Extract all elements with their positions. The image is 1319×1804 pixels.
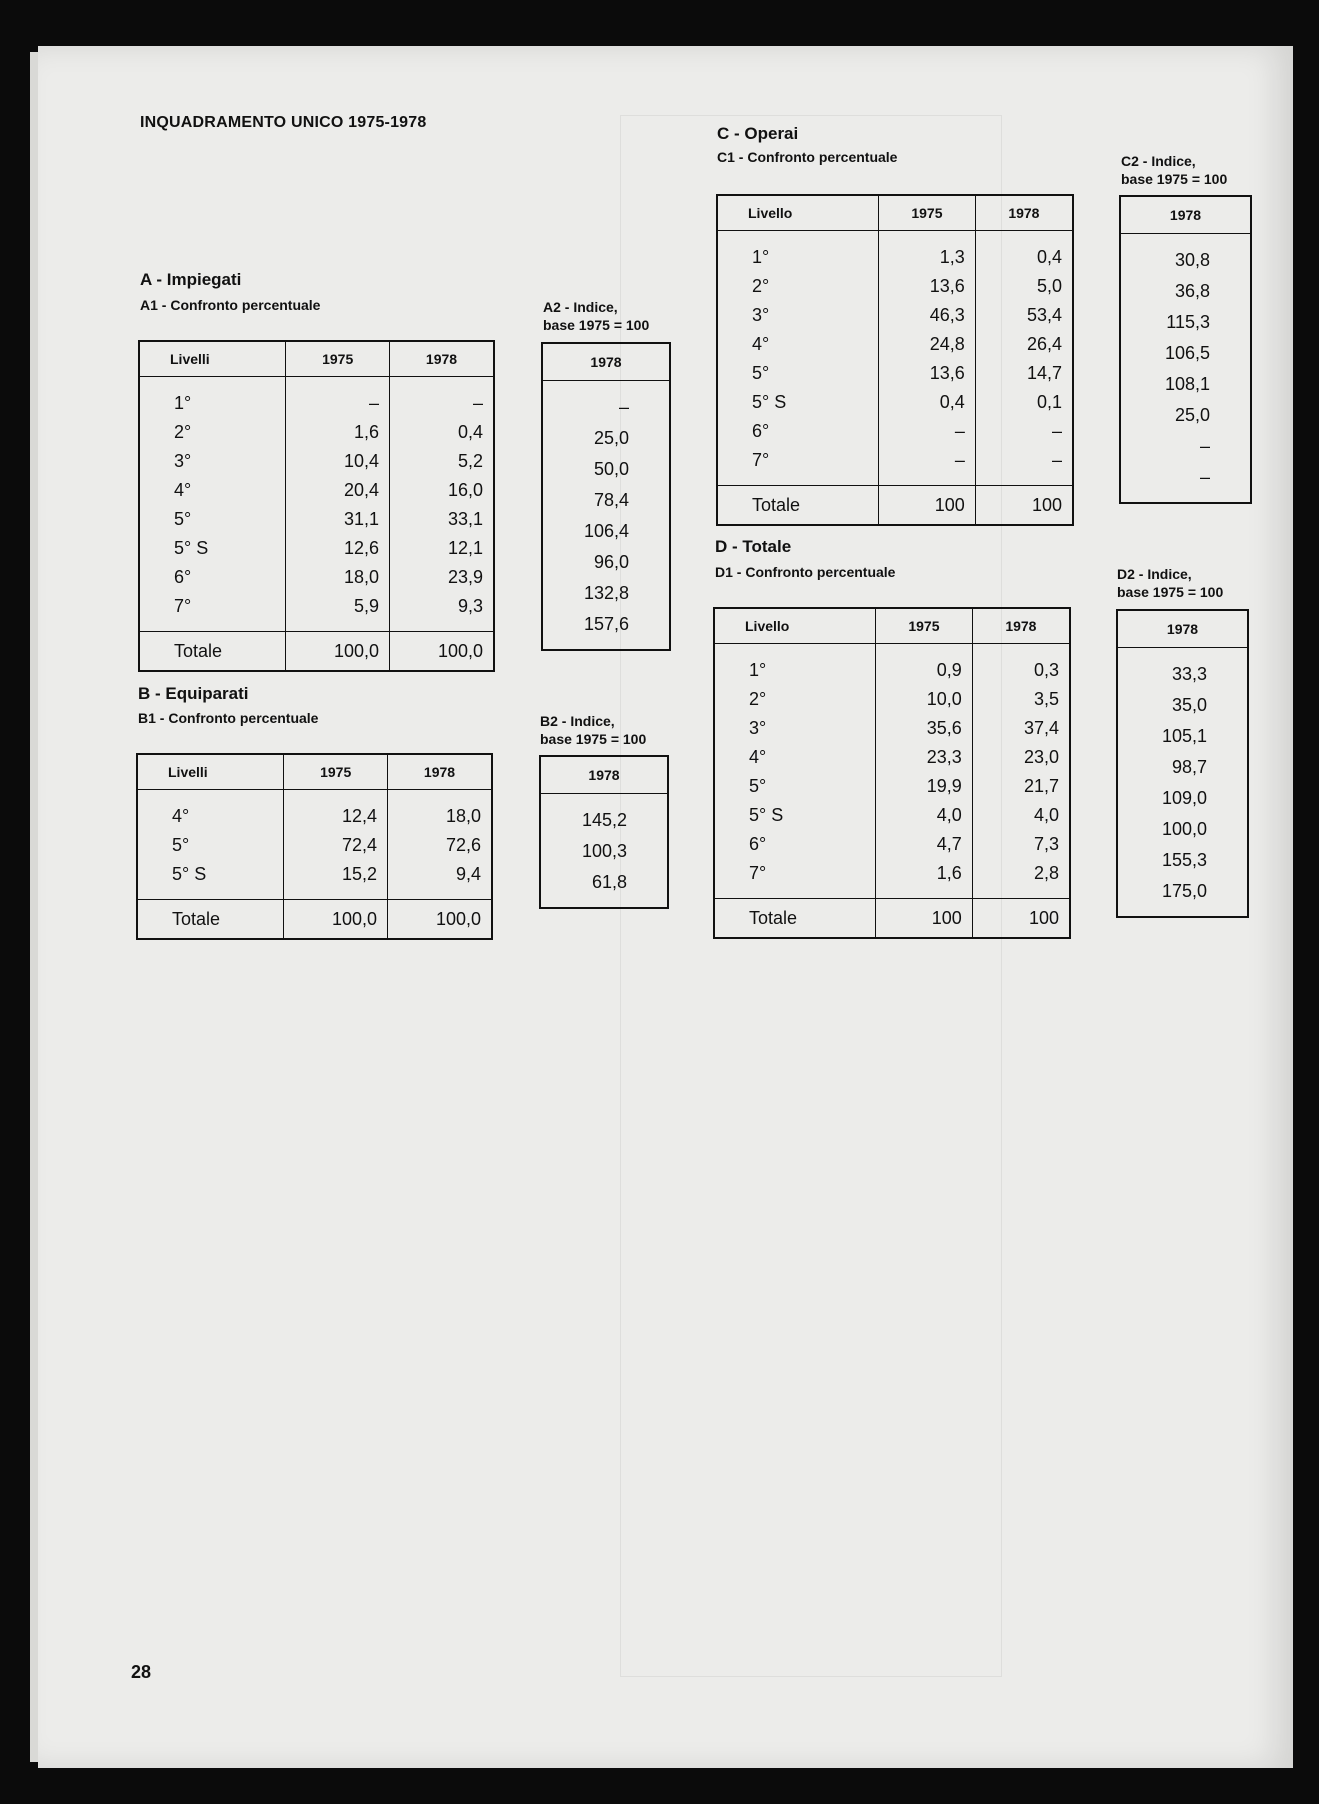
value-cell: 21,7 [972,772,1070,801]
table-row [717,231,1073,273]
value-cell: 23,0 [972,743,1070,772]
level-cell: 2° [749,689,767,709]
index-base-line: base 1975 = 100 [540,731,647,747]
total-value: 100,0 [390,632,494,672]
index-cell: 35,0 [1171,695,1207,715]
index-cell: – [1199,467,1210,487]
header-row [714,608,1070,644]
value-cell: 9,4 [388,860,492,900]
level-cell: 7° [174,596,192,616]
value-cell: 35,6 [876,714,973,743]
table-row [1120,234,1251,277]
index-cell: 108,1 [1164,374,1210,394]
table-row [714,743,1070,772]
table-row [139,563,494,592]
level-cell: 1° [752,247,770,267]
section-d-heading: D - Totale [715,537,792,556]
level-cell: 5° S [174,538,209,558]
value-cell: 20,4 [286,476,390,505]
table-row [717,417,1073,446]
value-cell: 72,6 [388,831,492,860]
table-row [714,772,1070,801]
index-base-line: base 1975 = 100 [1121,171,1228,187]
table-row [1117,845,1248,876]
table-row [1117,876,1248,917]
index-cell: 106,5 [1164,343,1210,363]
level-cell: 6° [752,421,770,441]
table-row [1117,814,1248,845]
section-b-index-title [540,712,646,748]
level-cell: 3° [749,718,767,738]
column-header: Livelli [139,341,286,377]
table-d1 [713,607,1071,939]
section-c-index-title [1121,152,1227,188]
index-base-line: base 1975 = 100 [543,317,650,333]
value-cell: 0,1 [975,388,1073,417]
header-row [717,195,1073,231]
value-cell: 12,6 [286,534,390,563]
table-row [540,867,668,908]
value-cell: 14,7 [975,359,1073,388]
table-a1 [138,340,495,672]
total-value: 100,0 [286,632,390,672]
total-row [714,899,1070,939]
header-row [542,343,670,381]
table-row [542,454,670,485]
level-cell: 1° [174,393,192,413]
table-row [139,505,494,534]
table-row [717,330,1073,359]
table-row [1117,721,1248,752]
section-c-heading: C - Operai [717,124,799,143]
table-row [542,547,670,578]
value-cell: 31,1 [286,505,390,534]
page-title: INQUADRAMENTO UNICO 1975-1978 [140,114,427,131]
value-cell: 46,3 [879,301,976,330]
section-c-subheading: C1 - Confronto percentuale [717,149,898,165]
level-cell: 5° S [752,392,787,412]
value-cell: 23,3 [876,743,973,772]
index-cell: 145,2 [581,810,627,830]
value-cell: 12,4 [284,790,388,832]
table-row [139,447,494,476]
level-cell: 7° [749,863,767,883]
table-row [137,860,492,900]
table-row [1117,783,1248,814]
column-header: 1978 [540,756,668,794]
level-cell: 5° [749,776,767,796]
index-cell: 100,0 [1161,819,1207,839]
section-a-index-title [543,298,649,334]
page-number: 28 [131,1662,152,1682]
column-header: 1978 [975,195,1073,231]
value-cell: 12,1 [390,534,494,563]
header-row [1120,196,1251,234]
level-cell: 7° [752,450,770,470]
table-c2 [1119,195,1252,504]
index-cell: 33,3 [1171,664,1207,684]
level-cell: 5° S [749,805,784,825]
value-cell: 9,3 [390,592,494,632]
value-cell: – [975,446,1073,486]
index-cell: 155,3 [1161,850,1207,870]
value-cell: 26,4 [975,330,1073,359]
value-cell: 19,9 [876,772,973,801]
total-value: 100 [975,486,1073,526]
table-row [714,685,1070,714]
value-cell: 23,9 [390,563,494,592]
index-title-line: A2 - Indice, [543,299,618,315]
table-row [714,830,1070,859]
level-cell: 5° S [172,864,207,884]
section-b-subheading: B1 - Confronto percentuale [138,710,319,726]
table-row [1120,369,1251,400]
value-cell: 7,3 [972,830,1070,859]
index-cell: 98,7 [1171,757,1207,777]
table-row [717,272,1073,301]
table-row [1117,752,1248,783]
index-title-line: D2 - Indice, [1117,566,1192,582]
level-cell: 1° [749,660,767,680]
value-cell: 13,6 [879,359,976,388]
table-d2 [1116,609,1249,918]
total-label: Totale [137,900,284,940]
index-title-line: B2 - Indice, [540,713,615,729]
level-cell: 3° [174,451,192,471]
value-cell: 18,0 [388,790,492,832]
value-cell: – [390,377,494,419]
value-cell: 5,2 [390,447,494,476]
value-cell: 3,5 [972,685,1070,714]
total-value: 100,0 [388,900,492,940]
value-cell: 5,9 [286,592,390,632]
value-cell: 1,3 [879,231,976,273]
index-cell: 105,1 [1161,726,1207,746]
column-header: 1975 [879,195,976,231]
column-header: 1978 [1120,196,1251,234]
index-cell: 157,6 [583,614,629,634]
index-cell: 100,3 [581,841,627,861]
level-cell: 4° [749,747,767,767]
table-a2 [541,342,671,651]
value-cell: 24,8 [879,330,976,359]
total-label: Totale [714,899,876,939]
value-cell: – [879,446,976,486]
index-cell: 175,0 [1161,881,1207,901]
table-row [137,831,492,860]
value-cell: 10,4 [286,447,390,476]
level-cell: 2° [174,422,192,442]
table-row [542,381,670,424]
total-value: 100 [972,899,1070,939]
level-cell: 4° [172,806,190,826]
header-row [139,341,494,377]
value-cell: 0,4 [975,231,1073,273]
table-row [139,418,494,447]
table-row [542,609,670,650]
index-cell: – [1199,436,1210,456]
table-row [542,578,670,609]
value-cell: 0,4 [879,388,976,417]
index-cell: 78,4 [593,490,629,510]
level-cell: 5° [174,509,192,529]
value-cell: 10,0 [876,685,973,714]
table-row [714,714,1070,743]
value-cell: 0,4 [390,418,494,447]
value-cell: – [286,377,390,419]
total-value: 100,0 [284,900,388,940]
column-header: Livello [714,608,876,644]
header-row [137,754,492,790]
value-cell: 2,8 [972,859,1070,899]
table-row [717,388,1073,417]
level-cell: 6° [749,834,767,854]
table-row [1120,431,1251,462]
value-cell: 15,2 [284,860,388,900]
table-b1 [136,753,493,940]
column-header: 1978 [542,343,670,381]
value-cell: 13,6 [879,272,976,301]
index-cell: – [618,397,629,417]
section-a-heading: A - Impiegati [140,270,242,289]
index-cell: 132,8 [583,583,629,603]
level-cell: 4° [174,480,192,500]
table-row [540,794,668,837]
value-cell: 37,4 [972,714,1070,743]
table-row [1120,338,1251,369]
index-cell: 96,0 [593,552,629,572]
index-cell: 61,8 [591,872,627,892]
value-cell: 4,0 [972,801,1070,830]
table-row [139,534,494,563]
table-row [1120,462,1251,503]
table-row [139,592,494,632]
index-cell: 36,8 [1174,281,1210,301]
column-header: 1978 [388,754,492,790]
value-cell: 0,3 [972,644,1070,686]
section-b-heading: B - Equiparati [138,684,249,703]
table-row [714,859,1070,899]
table-row [540,836,668,867]
column-header: 1978 [1117,610,1248,648]
total-value: 100 [876,899,973,939]
value-cell: 1,6 [286,418,390,447]
section-a-subheading: A1 - Confronto percentuale [140,297,321,313]
table-row [139,377,494,419]
table-c1 [716,194,1074,526]
column-header: Livelli [137,754,284,790]
column-header: 1975 [284,754,388,790]
value-cell: 16,0 [390,476,494,505]
column-header: 1975 [876,608,973,644]
index-cell: 25,0 [593,428,629,448]
level-cell: 5° [172,835,190,855]
index-cell: 50,0 [593,459,629,479]
value-cell: 5,0 [975,272,1073,301]
total-row [717,486,1073,526]
total-value: 100 [879,486,976,526]
value-cell: – [879,417,976,446]
table-row [1120,400,1251,431]
column-header: 1978 [972,608,1070,644]
index-cell: 115,3 [1166,312,1210,332]
value-cell: 53,4 [975,301,1073,330]
total-row [137,900,492,940]
total-label: Totale [139,632,286,672]
index-cell: 106,4 [583,521,629,541]
value-cell: 18,0 [286,563,390,592]
table-row [717,359,1073,388]
table-row [542,423,670,454]
level-cell: 5° [752,363,770,383]
level-cell: 4° [752,334,770,354]
level-cell: 2° [752,276,770,296]
table-row [139,476,494,505]
table-row [1120,307,1251,338]
section-d-subheading: D1 - Confronto percentuale [715,564,896,580]
table-row [542,485,670,516]
value-cell: 4,0 [876,801,973,830]
value-cell: 33,1 [390,505,494,534]
table-row [717,446,1073,486]
index-title-line: C2 - Indice, [1121,153,1196,169]
index-base-line: base 1975 = 100 [1117,584,1224,600]
index-cell: 25,0 [1174,405,1210,425]
table-row [137,790,492,832]
column-header: Livello [717,195,879,231]
column-header: 1975 [286,341,390,377]
value-cell: 0,9 [876,644,973,686]
table-row [717,301,1073,330]
column-header: 1978 [390,341,494,377]
index-cell: 30,8 [1174,250,1210,270]
value-cell: – [975,417,1073,446]
level-cell: 3° [752,305,770,325]
value-cell: 72,4 [284,831,388,860]
value-cell: 1,6 [876,859,973,899]
table-b2 [539,755,669,909]
table-row [714,644,1070,686]
index-cell: 109,0 [1161,788,1207,808]
value-cell: 4,7 [876,830,973,859]
header-row [1117,610,1248,648]
total-label: Totale [717,486,879,526]
table-row [1117,648,1248,691]
section-d-index-title [1117,565,1223,601]
table-row [714,801,1070,830]
header-row [540,756,668,794]
table-row [1117,690,1248,721]
table-row [1120,276,1251,307]
total-row [139,632,494,672]
table-row [542,516,670,547]
level-cell: 6° [174,567,192,587]
